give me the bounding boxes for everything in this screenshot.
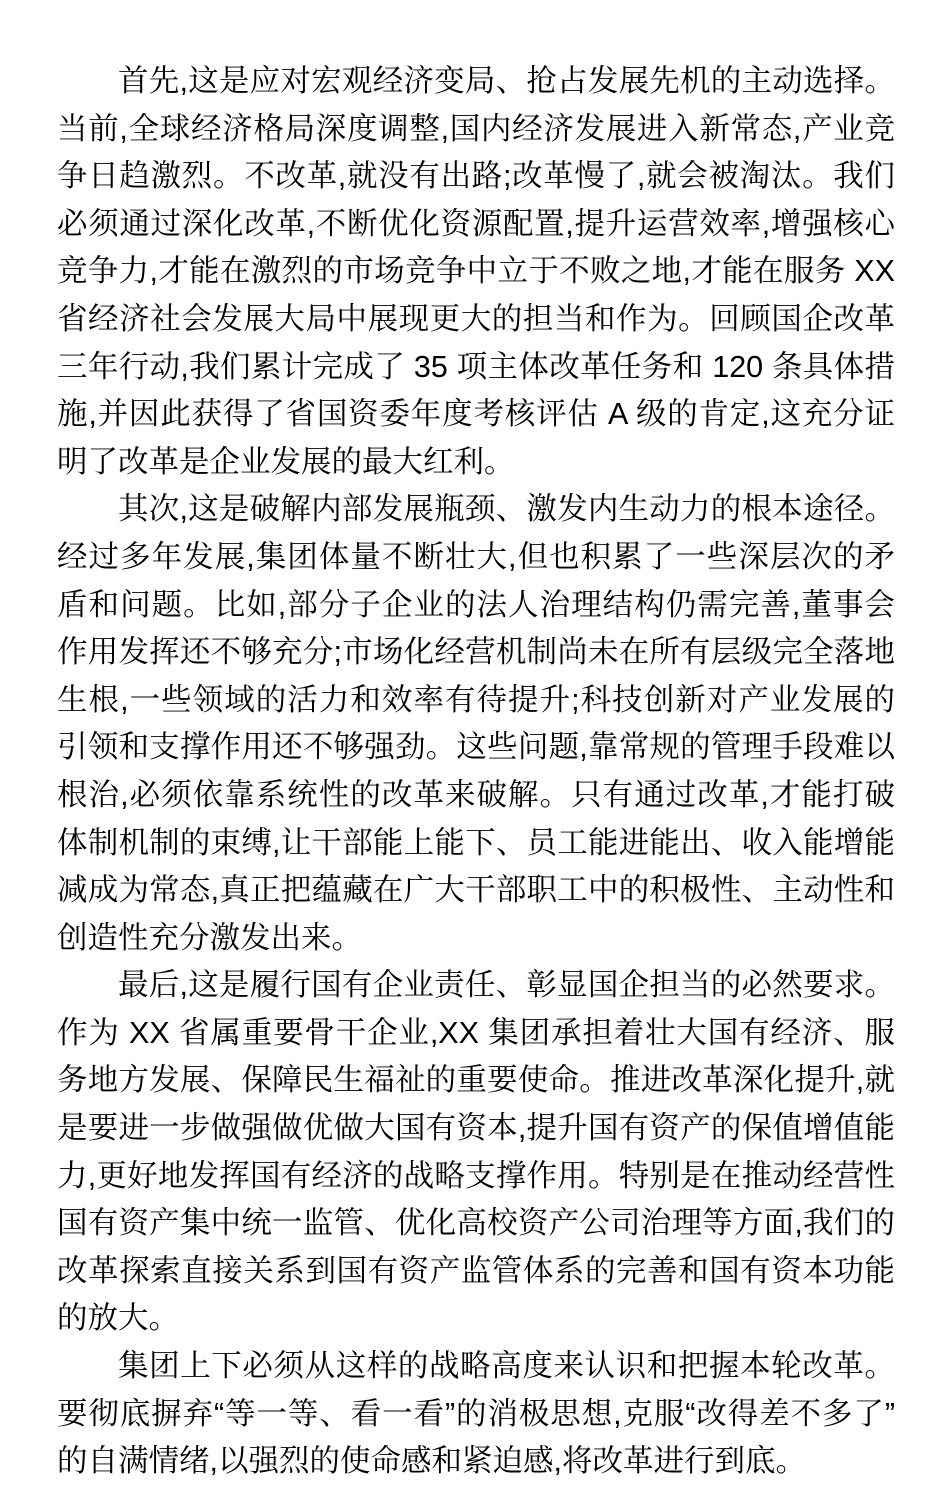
paragraph-first-reason: 首先,这是应对宏观经济变局、抢占发展先机的主动选择。当前,全球经济格局深度调整,国内经济发展进入新常态,产业竞争日趋激烈。不改革,就没有出路;改革慢了,就会被淘汰。我们必须通过深化改革,不断优化资源配置,提升运营效率,增强核心竞争力,才能在激烈的市场竞争中立于不败之地,才能在服务 XX 省经济社会发展大局中展现更大的担当和作为。回顾国企改革三年行动,我们累计完成了 35 项主体改革任务和 120 条具体措施,并因此获得了省国资委年度考核评估 A 级的肯定,这充分证明了改革是企业发展的最大红利。 [57,64,895,479]
paragraph-third-reason: 最后,这是履行国有企业责任、彰显国企担当的必然要求。作为 XX 省属重要骨干企业,XX 集团承担着壮大国有经济、服务地方发展、保障民生福祉的重要使命。推进改革深化提升,就是要进一步做强做优做大国有资本,提升国有资产的保值增值能力,更好地发挥国有经济的战略支撑作用。特别是在推动经营性国有资产集中统一监管、优化高校资产公司治理等方面,我们的改革探索直接关系到国有资产监管体系的完善和国有资本功能的放大。 [57,968,895,1336]
document-text-body [57,58,895,1486]
paragraph-conclusion: 集团上下必须从这样的战略高度来认识和把握本轮改革。要彻底摒弃“等一等、看一看”的消极思想,克服“改得差不多了”的自满情绪,以强烈的使命感和紧迫感,将改革进行到底。 [57,1349,895,1479]
paragraph-second-reason: 其次,这是破解内部发展瓶颈、激发内生动力的根本途径。经过多年发展,集团体量不断壮大,但也积累了一些深层次的矛盾和问题。比如,部分子企业的法人治理结构仍需完善,董事会作用发挥还不够充分;市场化经营机制尚未在所有层级完全落地生根,一些领域的活力和效率有待提升;科技创新对产业发展的引领和支撑作用还不够强劲。这些问题,靠常规的管理手段难以根治,必须依靠系统性的改革来破解。只有通过改革,才能打破体制机制的束缚,让干部能上能下、员工能进能出、收入能增能减成为常态,真正把蕴藏在广大干部职工中的积极性、主动性和创造性充分激发出来。 [57,492,895,955]
